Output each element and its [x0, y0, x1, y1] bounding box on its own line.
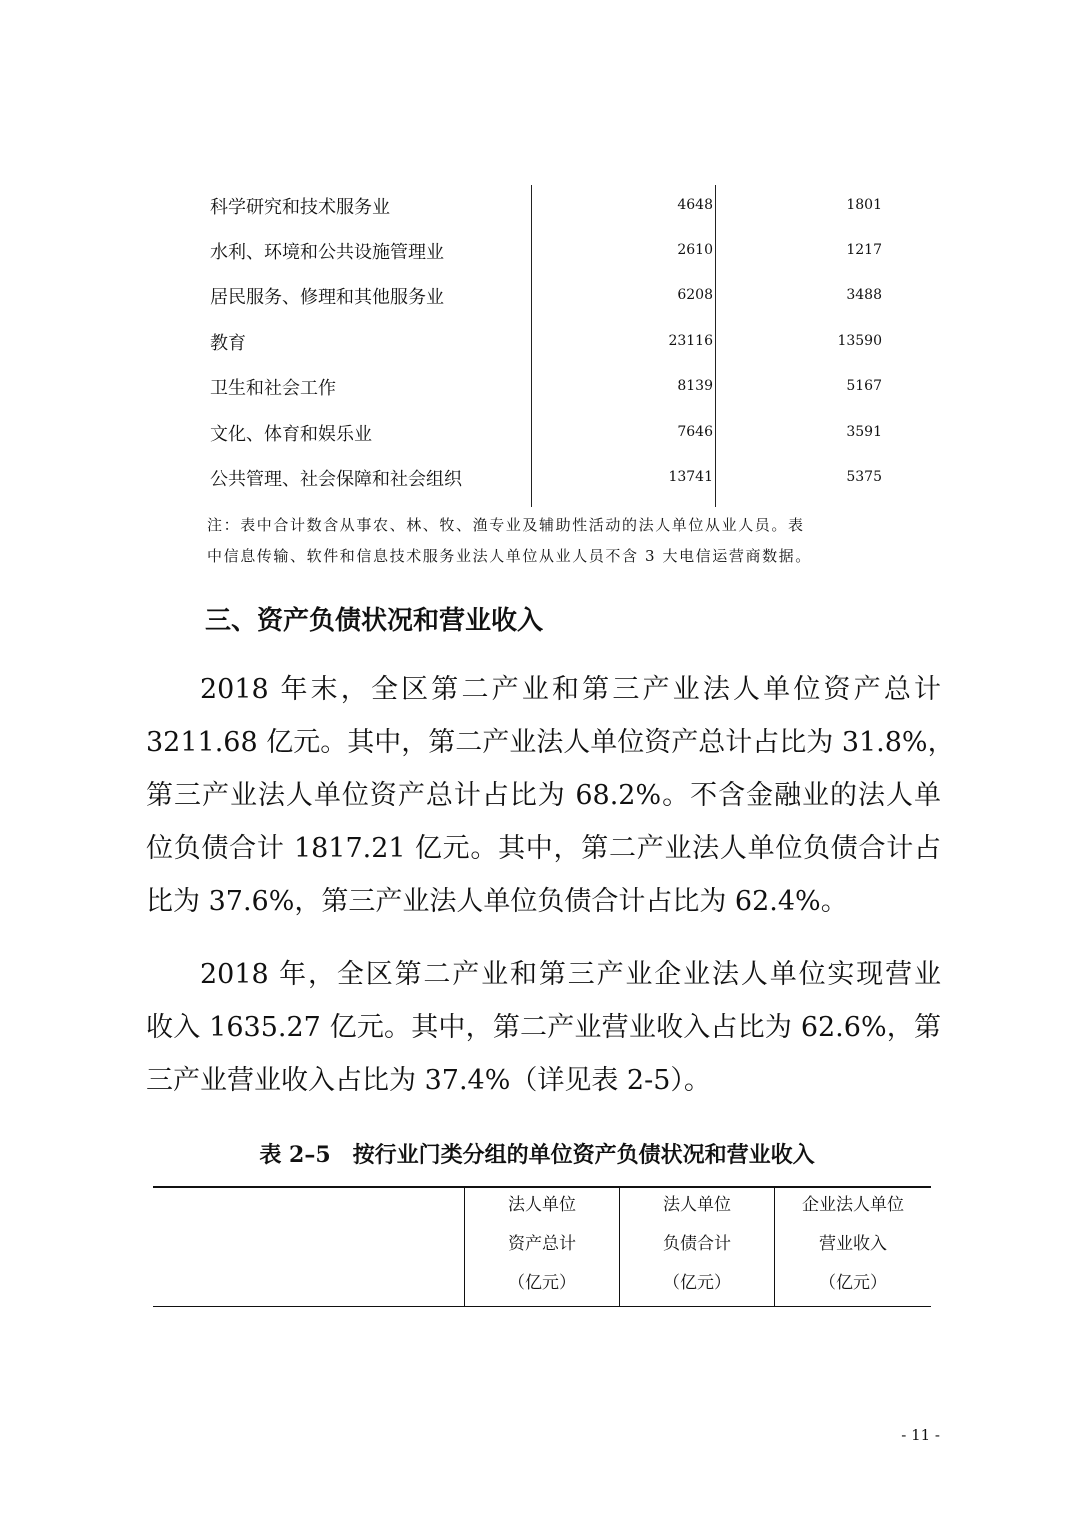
table-caption: 表 2–5 按行业门类分组的单位资产负债状况和营业收入 — [259, 1142, 815, 1168]
paragraph-line: 第三产业法人单位资产总计占比为 68.2%。不含金融业的法人单 — [146, 780, 941, 811]
paragraph-line: 3211.68 亿元。其中，第二产业法人单位资产总计占比为 31.8%， — [146, 727, 955, 758]
table-row — [200, 275, 900, 320]
value-col2: 3488 — [846, 287, 882, 303]
assets-liabilities-table-header — [153, 1186, 931, 1308]
column-header-liabilities — [620, 1190, 774, 1306]
header-line: （亿元） — [508, 1273, 576, 1293]
value-col2: 5375 — [846, 469, 882, 485]
industry-name: 文化、体育和娱乐业 — [210, 424, 372, 445]
table-row — [200, 185, 900, 230]
page-number: - 11 - — [901, 1426, 940, 1444]
table-row — [200, 366, 900, 411]
header-line: 企业法人单位 — [802, 1195, 904, 1215]
value-col1: 13741 — [668, 469, 713, 485]
industry-name: 公共管理、社会保障和社会组织 — [210, 469, 462, 490]
header-line: 负债合计 — [663, 1234, 731, 1254]
table-row — [200, 321, 900, 366]
header-line: 法人单位 — [663, 1195, 731, 1215]
value-col2: 3591 — [846, 424, 882, 440]
table-row — [200, 230, 900, 275]
paragraph-line: 位负债合计 1817.21 亿元。其中，第二产业法人单位负债合计占 — [146, 833, 941, 864]
value-col2: 1801 — [846, 197, 882, 213]
table-row — [200, 457, 900, 502]
paragraph-line: 收入 1635.27 亿元。其中，第二产业营业收入占比为 62.6%，第 — [146, 1012, 941, 1043]
paragraph-line: 2018 年末，全区第二产业和第三产业法人单位资产总计 — [200, 674, 941, 705]
value-col2: 5167 — [846, 378, 882, 394]
table-top-rule — [153, 1186, 931, 1188]
industry-name: 教育 — [210, 333, 246, 354]
industry-name: 水利、环境和公共设施管理业 — [210, 242, 444, 263]
value-col2: 1217 — [846, 242, 882, 258]
table-row — [200, 412, 900, 457]
value-col1: 2610 — [677, 242, 713, 258]
paragraph-line: 2018 年，全区第二产业和第三产业企业法人单位实现营业 — [200, 959, 941, 990]
value-col1: 4648 — [677, 197, 713, 213]
industry-employment-table — [200, 185, 900, 507]
value-col1: 23116 — [668, 333, 713, 349]
header-line: 营业收入 — [819, 1234, 887, 1254]
paragraph-line: 比为 37.6%，第三产业法人单位负债合计占比为 62.4%。 — [146, 886, 848, 917]
header-line: 资产总计 — [508, 1234, 576, 1254]
paragraph-line: 三产业营业收入占比为 37.4%（详见表 2-5）。 — [146, 1065, 711, 1096]
header-line: （亿元） — [663, 1273, 731, 1293]
value-col1: 7646 — [677, 424, 713, 440]
section-heading: 三、资产负债状况和营业收入 — [205, 606, 544, 636]
table-note-line: 中信息传输、软件和信息技术服务业法人单位从业人员不含 3 大电信运营商数据。 — [207, 547, 812, 565]
industry-name: 卫生和社会工作 — [210, 378, 336, 399]
header-line: 法人单位 — [508, 1195, 576, 1215]
column-header-revenue — [775, 1190, 931, 1306]
value-col1: 6208 — [677, 287, 713, 303]
value-col2: 13590 — [837, 333, 882, 349]
industry-name: 科学研究和技术服务业 — [210, 197, 390, 218]
table-note-line: 注：表中合计数含从事农、林、牧、渔专业及辅助性活动的法人单位从业人员。表 — [207, 516, 805, 534]
industry-name: 居民服务、修理和其他服务业 — [210, 287, 444, 308]
column-header-assets — [465, 1190, 619, 1306]
header-line: （亿元） — [819, 1273, 887, 1293]
value-col1: 8139 — [677, 378, 713, 394]
